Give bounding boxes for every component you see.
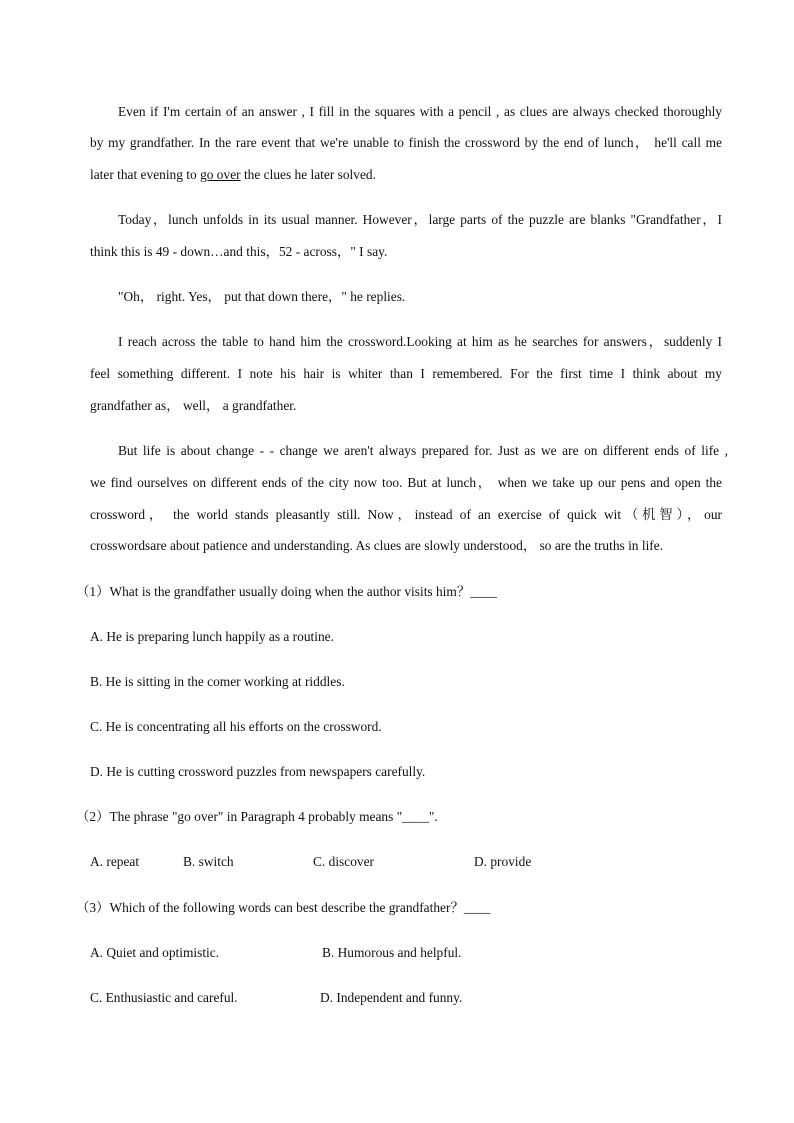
passage-p5-line1: But life is about change - - change we aren't always prepared for. Just as we are on different ends of life , — [118, 443, 728, 458]
passage-p3-line1: "Oh， right. Yes， put that down there，" he replies. — [118, 289, 406, 304]
passage-p4-line2: feel something different. I note his hair is whiter than I remembered. For the first time I think about my — [90, 366, 722, 381]
passage-p1-line1: Even if I'm certain of an answer , I fill in the squares with a pencil , as clues are always checked thoroughly — [118, 104, 722, 119]
passage-p5-line4: crosswordsare about patience and understanding. As clues are slowly understood， so are the truths in life. — [90, 538, 664, 553]
question-3-option-a: A. Quiet and optimistic. — [90, 945, 220, 960]
question-3-option-c: C. Enthusiastic and careful. — [90, 990, 238, 1005]
question-2-stem: （2）The phrase "go over" in Paragraph 4 probably means "____". — [76, 809, 438, 824]
passage-p1-line2: by my grandfather. In the rare event that we're unable to finish the crossword by the end of lunch， he'll call me — [90, 135, 722, 150]
question-2-option-a: A. repeat — [90, 854, 140, 869]
question-1-option-c: C. He is concentrating all his efforts on the crossword. — [90, 719, 382, 734]
passage-p4-line3: grandfather as， well， a grandfather. — [90, 398, 297, 413]
question-3-option-d: D. Independent and funny. — [320, 990, 463, 1005]
passage-p4-line1: I reach across the table to hand him the crossword.Looking at him as he searches for answers，suddenly I — [118, 334, 722, 349]
question-2-option-b: B. switch — [183, 854, 234, 869]
question-1-option-a: A. He is preparing lunch happily as a routine. — [90, 629, 334, 644]
question-3-stem: （3）Which of the following words can best describe the grandfather？____ — [76, 900, 491, 915]
question-3-option-b: B. Humorous and helpful. — [322, 945, 462, 960]
passage-p5-line2: we find ourselves on different ends of the city now too. But at lunch， when we take up our pens and open the — [90, 475, 722, 490]
question-2-option-c: C. discover — [313, 854, 374, 869]
passage-p2-line2: think this is 49 - down…and this，52 - across，" I say. — [90, 244, 388, 259]
passage-p1-line3-end: the clues he later solved. — [240, 167, 376, 182]
underlined-phrase-go-over: go over — [200, 167, 241, 182]
question-2-option-d: D. provide — [474, 854, 532, 869]
passage-p1-line3-start: later that evening to — [90, 167, 201, 182]
passage-p5-line3: crossword， the world stands pleasantly still. Now，instead of an exercise of quick wit（机智），our — [90, 507, 722, 522]
question-1-stem: （1）What is the grandfather usually doing when the author visits him？____ — [76, 584, 497, 599]
question-1-option-b: B. He is sitting in the comer working at riddles. — [90, 674, 345, 689]
question-1-option-d: D. He is cutting crossword puzzles from newspapers carefully. — [90, 764, 426, 779]
passage-p2-line1: Today，lunch unfolds in its usual manner. However，large parts of the puzzle are blanks "Grandfather，I — [118, 212, 722, 227]
passage-p1-line3 — [90, 167, 376, 183]
